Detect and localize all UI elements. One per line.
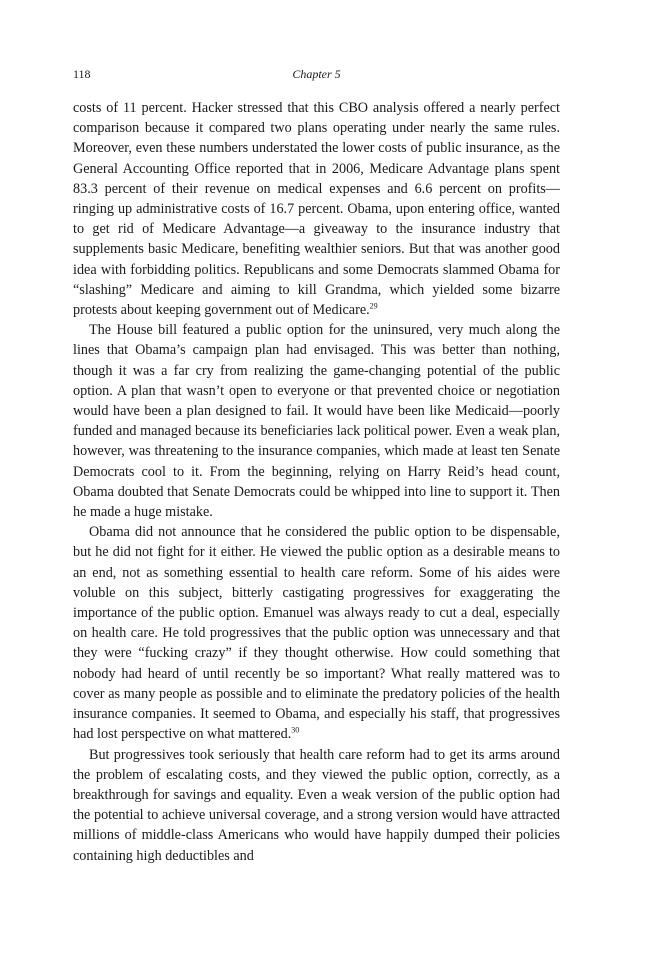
paragraph-text: costs of 11 percent. Hacker stressed that this CBO analysis offered a nearly perfect comparison because it compared two plans operating under nearly the same rules. Moreover, even these numbers understated the lower costs of public insurance, as the General Accounting Office reported that in 2006, Medicare Advantage plans spent 83.3 percent of their revenue on medical expenses and 6.6 percent on profits—ringing up administrative costs of 16.7 percent. Obama, upon entering office, wanted to get rid of Medicare Advantage—a giveaway to the insurance industry that supplements basic Medicare, benefiting wealthier seniors. But that was another good idea with forbidding politics. Republicans and some Democrats slammed Obama for “slashing” Medicare and aiming to kill Grandma, which yielded some bizarre protests about keeping government out of Medicare.: [73, 100, 560, 319]
paragraph-2: [73, 320, 560, 522]
footnote-ref-30: 30: [291, 725, 300, 735]
paragraph-3: [73, 522, 560, 744]
running-head: [73, 67, 560, 85]
chapter-label: Chapter 5: [292, 67, 341, 81]
footnote-ref-29: 29: [369, 301, 378, 311]
paragraph-text: The House bill featured a public option for the uninsured, very much along the lines that Obama’s campaign plan had envisaged. This was better than nothing, though it was a far cry from realizing the game-changing potential of the public option. A plan that wasn’t open to everyone or that prevented choice or negotiation would have been a plan designed to fail. It would have been like Medicaid—poorly funded and managed because its beneficiaries lack political power. Even a weak plan, however, was threatening to the insurance companies, which made at least ten Senate Democrats cool to it. From the beginning, relying on Harry Reid’s head count, Obama doubted that Senate Democrats could be whipped into line to support it. Then he made a huge mistake.: [73, 322, 560, 521]
paragraph-text: But progressives took seriously that health care reform had to get its arms around the problem of escalating costs, and they viewed the public option, correctly, as a breakthrough for savings and equality. Even a weak version of the public option had the potential to achieve universal coverage, and a strong version would have attracted millions of middle-class Americans who would have happily dumped their policies containing high deductibles and: [73, 746, 560, 864]
paragraph-1: [73, 98, 560, 320]
body-text: [73, 98, 560, 866]
paragraph-text: Obama did not announce that he considered the public option to be dispensable, but he did not fight for it either. He viewed the public option as a desirable means to an end, not as something essential to health care reform. Some of his aides were voluble on this subject, bitterly castigating progressives for exaggerating the importance of the public option. Emanuel was always ready to cut a deal, especially on health care. He told progressives that the public option was unnecessary and that they were “fucking crazy” if they thought otherwise. How could something that nobody had heard of until recently be so important? What really mattered was to cover as many people as possible and to eliminate the predatory policies of the health insurance companies. It seemed to Obama, and especially his staff, that progressives had lost perspective on what mattered.: [73, 524, 560, 743]
paragraph-4: [73, 745, 560, 866]
page-number: 118: [73, 67, 91, 81]
